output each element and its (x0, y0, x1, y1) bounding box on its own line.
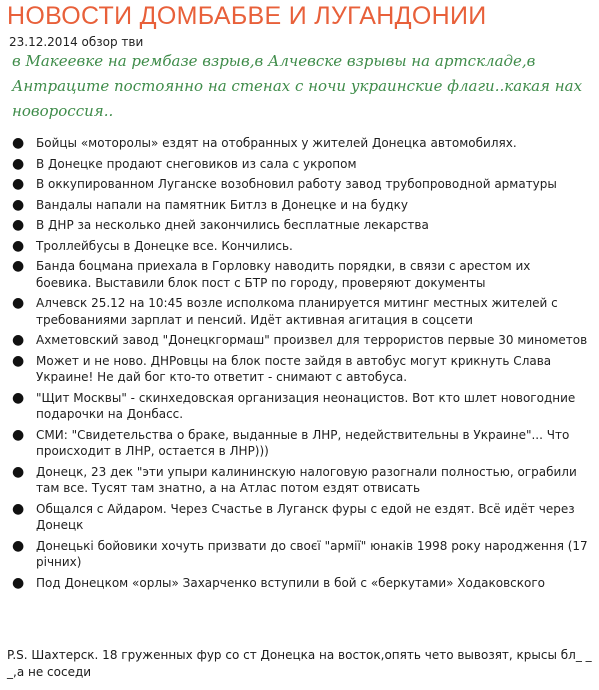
list-item (0, 332, 599, 349)
bullet-icon: ● (12, 135, 25, 151)
news-text: Под Донецком «орлы» Захарченко вступили в бой с «беркутами» Ходаковского (36, 575, 545, 590)
bullet-icon: ● (12, 258, 25, 274)
list-item (0, 538, 599, 571)
list-item (0, 427, 599, 460)
page-title: НОВОСТИ ДОМБАБВЕ И ЛУГАНДОНИИ (7, 2, 487, 30)
bullet-icon: ● (12, 332, 25, 348)
list-item (0, 217, 599, 234)
bullet-icon: ● (12, 426, 25, 443)
news-text: Может и не ново. ДНРовцы на блок посте зайдя в автобус могут крикнуть Слава Украине! Не дай бог кто-то ответит - снимают с автобуса. (36, 353, 552, 384)
list-item (0, 176, 599, 193)
bullet-icon: ● (12, 196, 25, 213)
postscript: P.S. Шахтерск. 18 груженных фур со ст Донецка на восток,опять чето вывозят, крысы бл_ _ _,а не соседи (7, 648, 592, 679)
list-item (0, 238, 599, 255)
news-text: Банда боцмана приехала в Горловку наводить порядки, в связи с арестом их боевика. Выставили блок пост с БТР по городу, проверяют документы (36, 259, 531, 290)
bullet-icon: ● (12, 537, 25, 554)
list-item (0, 197, 599, 214)
news-text: Донецькі бойовики хочуть призвати до своєї "армії" юнаків 1998 року народження (17 річних) (36, 538, 588, 569)
list-item (0, 258, 599, 291)
news-text: Бойцы «моторолы» ездят на отобранных у жителей Донецка автомобилях. (36, 136, 517, 150)
news-text: "Щит Москвы" - скинхедовская организация неонацистов. Вот кто шлет новогодние подарочки на Донбасс. (36, 390, 576, 421)
bullet-icon: ● (12, 295, 25, 311)
list-item (0, 295, 599, 328)
bullet-icon: ● (12, 574, 25, 591)
news-text: Вандалы напали на памятник Битлз в Донецке и на будку (36, 197, 409, 212)
bullet-icon: ● (12, 217, 25, 233)
news-text: В оккупированном Луганске возобновил работу завод трубопроводной арматуры (36, 177, 557, 191)
bullet-icon: ● (12, 155, 25, 172)
news-text: В ДНР за несколько дней закончились бесплатные лекарства (36, 218, 429, 232)
news-text: В Донецке продают снеговиков из сала с укропом (36, 156, 357, 171)
news-text: Троллейбусы в Донецке все. Кончились. (36, 238, 293, 253)
list-item (0, 464, 599, 497)
subtitle: в Макеевке на рембазе взрыв,в Алчевске взрывы на артскладе,в Антраците постоянно на стенах с ночи украинские флаги..какая нах новороссия.. (12, 52, 583, 120)
news-text: Донецк, 23 дек "эти упыри калининскую налоговую разогнали полностью, ограбили там все. Тусят там знатно, а на Атлас потом ездят отвисать (36, 464, 577, 495)
news-text: Ахметовский завод "Донецкгормаш" произвел для террористов первые 30 минометов (36, 333, 588, 347)
news-text: Алчевск 25.12 на 10:45 возле исполкома планируется митинг местных жителей с требованиями зарплат и пенсий. Идёт активная агитация в соцсети (36, 296, 558, 327)
news-list (0, 135, 599, 595)
list-item (0, 353, 599, 386)
list-item (0, 390, 599, 423)
news-text: СМИ: "Свидетельства о браке, выданные в ЛНР, недействительны в Украине"... Что происходит в ЛНР, остается в ЛНР))) (36, 427, 570, 458)
bullet-icon: ● (12, 176, 25, 192)
list-item (0, 501, 599, 534)
bullet-icon: ● (12, 237, 25, 254)
list-item (0, 156, 599, 173)
bullet-icon: ● (12, 352, 25, 369)
post-date: 23.12.2014 обзор тви (9, 35, 144, 49)
bullet-icon: ● (12, 389, 25, 406)
bullet-icon: ● (12, 463, 25, 480)
list-item (0, 135, 599, 152)
news-text: Общался с Айдаром. Через Счастье в Луганск фуры с едой не ездят. Всё идёт через Донецк (36, 501, 575, 532)
bullet-icon: ● (12, 500, 25, 517)
list-item (0, 575, 599, 592)
